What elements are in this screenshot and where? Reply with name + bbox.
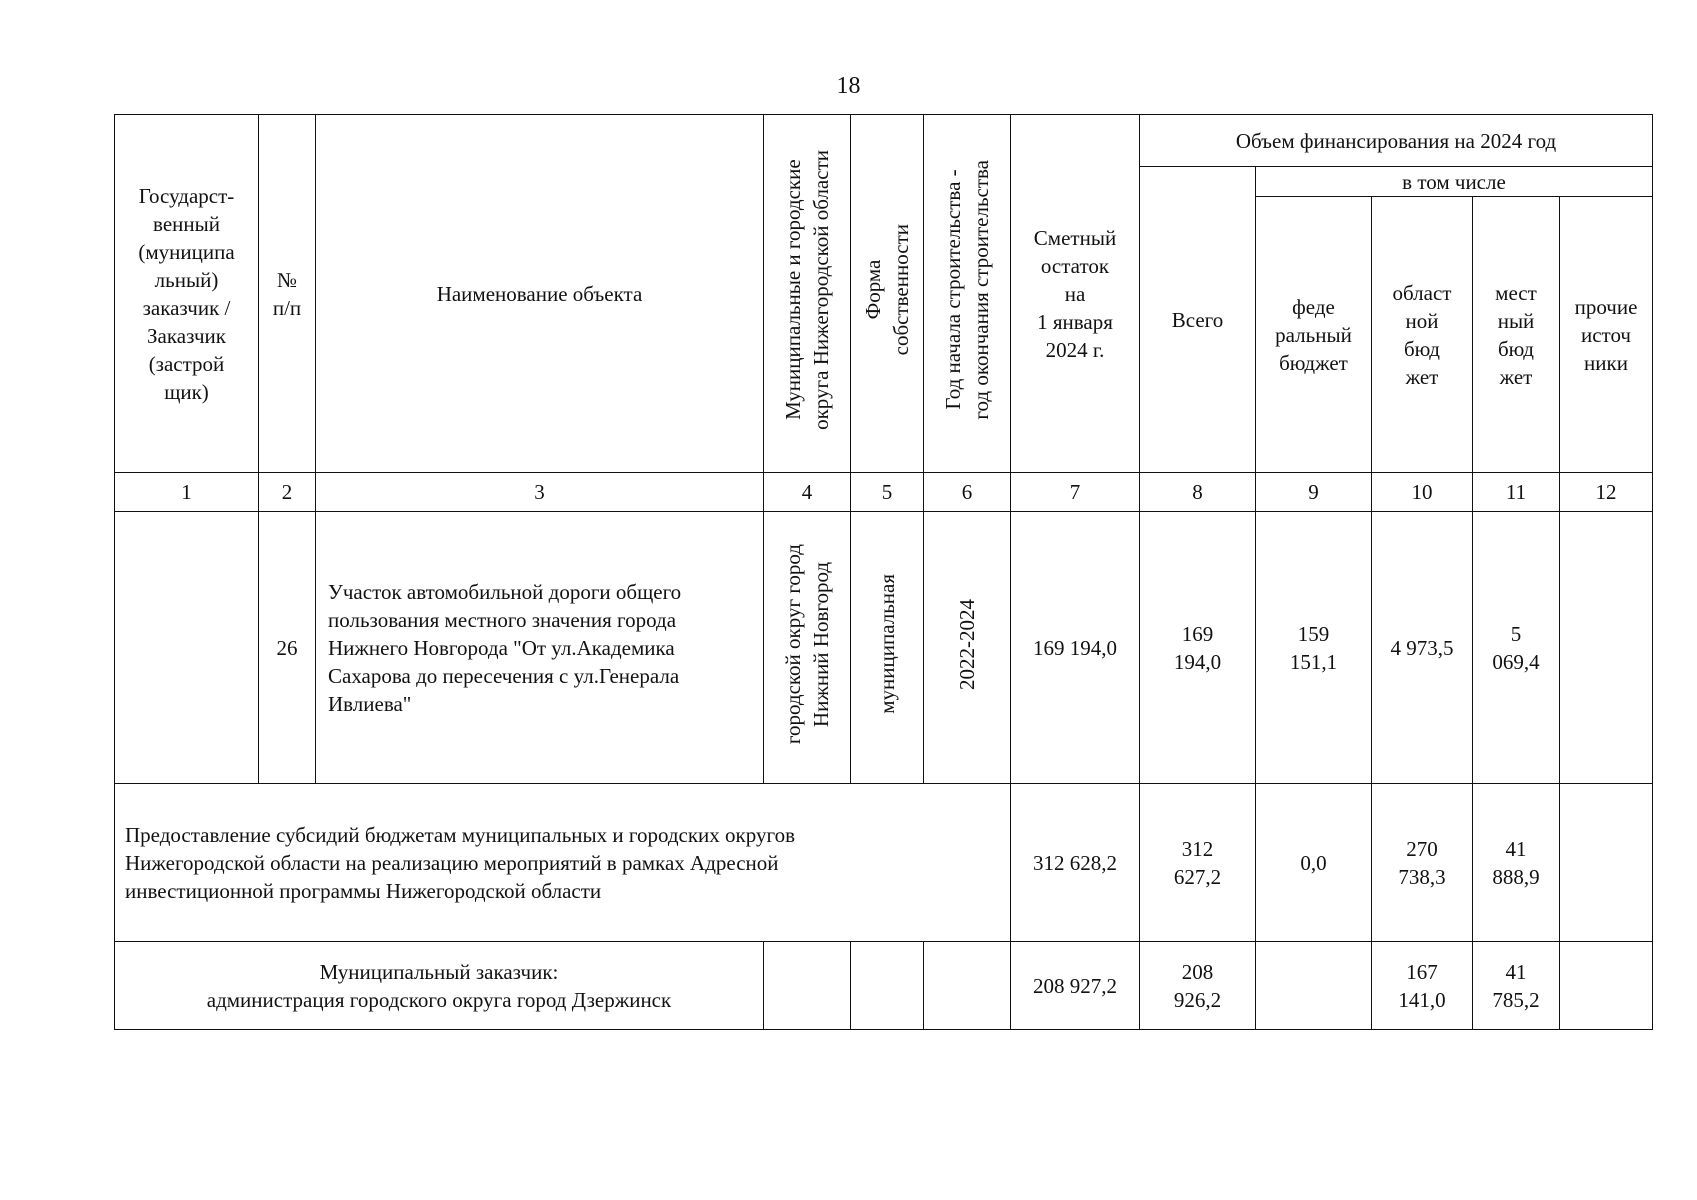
summary-local: 41 888,9	[1473, 784, 1560, 942]
object-regional: 4 973,5	[1372, 512, 1473, 784]
header-num: № п/п	[259, 115, 316, 473]
header-local: мест ный бюд жет	[1473, 197, 1560, 473]
summary-label: Предоставление субсидий бюджетам муниципальных и городских округов Нижегородской области на реализацию мероприятий в рамках Адресной инвестиционной программы Нижегородской области	[115, 784, 1011, 942]
object-federal: 159 151,1	[1256, 512, 1372, 784]
header-estimate: Сметный остаток на 1 января 2024 г.	[1011, 115, 1140, 473]
column-number: 1	[115, 473, 259, 512]
header-total: Всего	[1140, 167, 1256, 473]
summary-regional: 270 738,3	[1372, 784, 1473, 942]
customer-total: 208 926,2	[1140, 942, 1256, 1030]
column-number: 5	[851, 473, 924, 512]
customer-regional: 167 141,0	[1372, 942, 1473, 1030]
column-numbers-row	[115, 473, 1653, 512]
summary-other	[1560, 784, 1653, 942]
header-other: прочие источ ники	[1560, 197, 1653, 473]
object-ownership: муниципальная	[851, 512, 924, 784]
customer-years	[924, 942, 1011, 1030]
customer-row	[115, 942, 1653, 1030]
header-years: Год начала строительства - год окончания строительства	[924, 115, 1011, 473]
column-number: 8	[1140, 473, 1256, 512]
object-row	[115, 512, 1653, 784]
header-funding: Объем финансирования на 2024 год	[1140, 115, 1653, 167]
summary-total: 312 627,2	[1140, 784, 1256, 942]
investment-table	[114, 114, 1653, 1030]
object-total: 169 194,0	[1140, 512, 1256, 784]
object-municipality: городской округ город Нижний Новгород	[764, 512, 851, 784]
customer-other	[1560, 942, 1653, 1030]
header-regional: област ной бюд жет	[1372, 197, 1473, 473]
customer-ownership	[851, 942, 924, 1030]
column-number: 2	[259, 473, 316, 512]
object-years: 2022-2024	[924, 512, 1011, 784]
column-number: 4	[764, 473, 851, 512]
customer-local: 41 785,2	[1473, 942, 1560, 1030]
object-customer	[115, 512, 259, 784]
column-number: 7	[1011, 473, 1140, 512]
header-ownership: Форма собственности	[851, 115, 924, 473]
object-other	[1560, 512, 1653, 784]
object-num: 26	[259, 512, 316, 784]
column-number: 12	[1560, 473, 1653, 512]
header-municipality: Муниципальные и городские округа Нижегородской области	[764, 115, 851, 473]
summary-estimate: 312 628,2	[1011, 784, 1140, 942]
header-object-name: Наименование объекта	[316, 115, 764, 473]
column-number: 11	[1473, 473, 1560, 512]
column-number: 3	[316, 473, 764, 512]
header-including: в том числе	[1256, 167, 1653, 197]
column-number: 9	[1256, 473, 1372, 512]
header-customer: Государст- венный (муниципа льный) заказчик / Заказчик (застрой щик)	[115, 115, 259, 473]
header-federal: феде ральный бюджет	[1256, 197, 1372, 473]
summary-federal: 0,0	[1256, 784, 1372, 942]
object-name: Участок автомобильной дороги общего пользования местного значения города Нижнего Новгорода "От ул.Академика Сахарова до пересечения с ул.Генерала Ивлиева"	[316, 512, 764, 784]
object-estimate: 169 194,0	[1011, 512, 1140, 784]
column-number: 10	[1372, 473, 1473, 512]
summary-row	[115, 784, 1653, 942]
customer-municipality	[764, 942, 851, 1030]
page-number: 18	[836, 73, 861, 99]
object-local: 5 069,4	[1473, 512, 1560, 784]
customer-estimate: 208 927,2	[1011, 942, 1140, 1030]
customer-label: Муниципальный заказчик: администрация городского округа город Дзержинск	[115, 942, 764, 1030]
column-number: 6	[924, 473, 1011, 512]
customer-federal	[1256, 942, 1372, 1030]
